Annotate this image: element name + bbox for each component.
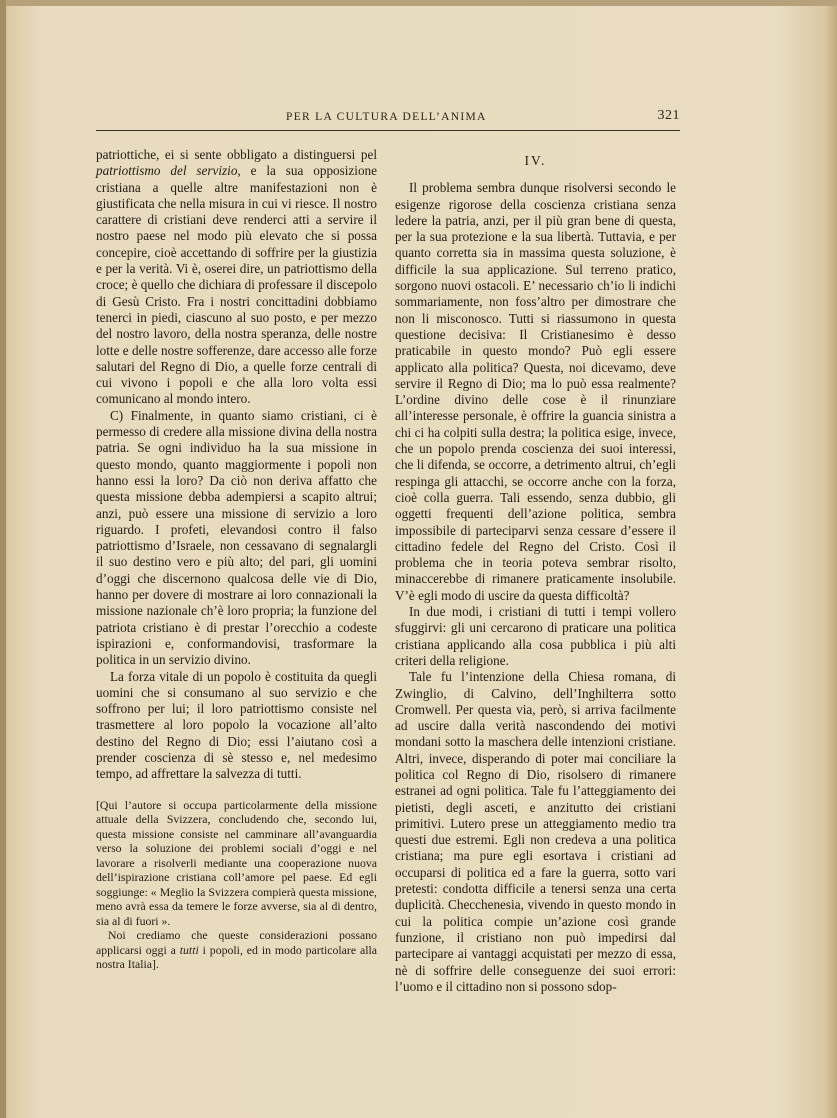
text-run: , e la sua opposizione cristiana a quelle altre manifestazioni non è giustificata che nella misura in cui vi riesce. Il nostro carattere di cristiani deve renderci atti a servire il nostro paese nel modo più elevato che si possa concepire, cioè accettando di soffrire per la giustizia e per la verità. Vi è, oserei dire, un patriottismo della croce; è quello che dichiara di professare il discepolo di Gesù Cristo. Fra i nostri concittadini dobbiamo tenerci in piedi, ciascuno al suo posto, e per mezzo del nostro lavoro, della nostra speranza, delle nostre lotte e delle nostre sofferenze, dare accesso alle forze salutari del Regno di Dio, a quelle forze centrali di cui vivono i popoli e che alla loro volta essi comunicano al mondo intero. — [96, 163, 377, 407]
paragraph: La forza vitale di un popolo è costituita da quegli uomini che si consumano al suo servizio e che soffrono per lui; il loro patriottismo consiste nel trasmettere al loro popolo la vocazione all’alto destino del Regno di Dio; essi l’aiutano così a prender coscienza di sè stesso e, nel medesimo tempo, ad affrettare la salvezza di tutti. — [96, 668, 377, 782]
right-column — [395, 147, 676, 995]
paragraph: In due modi, i cristiani di tutti i tempi vollero sfuggirvi: gli uni cercarono di praticare una politica cristiana applicando alla cosa pubblica i più alti criteri della religione. — [395, 604, 676, 668]
header-rule — [96, 130, 680, 131]
italic-phrase: tutti — [179, 942, 199, 957]
text-run: patriottiche, ei si sente obbligato a distinguersi pel — [96, 147, 377, 162]
paragraph: C) Finalmente, in quanto siamo cristiani, ci è permesso di credere alla missione divina della nostra patria. Se ogni individuo ha la sua missione in questo mondo, quanto maggiormente i popoli non hanno essi la loro? Da ciò non deriva affatto che questa missione debba adempiersi a scapito altrui; anzi, può essere una missione di servizio a loro riguardo. I profeti, elevandosi contro il falso patriottismo d’Israele, non cessavano di segnalargli il suo destino vero e più alto; del pari, gli uomini d’oggi che discernono qualcosa delle vie di Dio, hanno per dovere di mostrare ai loro connazionali la missione nazionale ch’è loro propria; la funzione del patriota cristiano è di prestar l’orecchio a codeste ispirazioni e, conformandovisi, trasformare la politica in un servizio divino. — [96, 407, 377, 668]
paragraph: Il problema sembra dunque risolversi secondo le esigenze rigorose della coscienza cristiana senza ledere la patria, anzi, per il più gran bene di questa, per la sua protezione e la sua libertà. Tuttavia, e per quanto corretta sia in massima questa soluzione, è difficile la sua applicazione. Sul terreno pratico, sorgono nuovi ostacoli. E’ necessario ch’io li indichi sommariamente, non foss’altro per dimostrare che non li misconosco. Tutti si riassumono in questa questione decisiva: Il Cristianesimo è desso praticabile in questo mondo? Può egli essere applicato alla politica? Questa, noi dicevamo, deve servire il Regno di Dio; ma lo può essa realmente? L’ordine divino delle cose è il rinunziare all’interesse personale, è offrire la guancia sinistra a chi ci ha colpiti sulla destra; la politica esige, invece, che un popolo prenda coscienza dei suoi interessi, che li difenda, se occorre, a detrimento altrui, ch’egli respinga gli attacchi, se occorre anche con la forza, cioè colla guerra. Tali essendo, senza dubbio, gli oggetti frequenti dell’azione politica, sembra impossibile di parteciparvi senza cessare d’essere il cittadino fedele del Regno del Cristo. Così il problema che in teoria poteva sembrar risolto, minaccerebbe di rimanere praticamente insolubile. V’è egli modo di uscire da questa difficoltà? — [395, 180, 676, 603]
page-gutter-edge — [0, 0, 6, 1118]
section-heading: IV. — [524, 153, 547, 168]
running-title: PER LA CULTURA DELL’ANIMA — [286, 111, 487, 123]
page-header — [96, 108, 680, 128]
paragraph — [96, 147, 377, 408]
left-column — [96, 147, 377, 972]
paragraph: Tale fu l’intenzione della Chiesa romana, di Zwinglio, di Calvino, dell’Inghilterra sotto Cromwell. Per questa via, però, si arriva facilmente ad uscire dalla verità nascondendo dei motivi mondani sotto la maschera delle intenzioni cristiane. Altri, invece, disperando di poter mai conciliare la politica col Regno di Dio, risolsero di rimanere estranei ad ogni politica. Tale fu l’atteggiamento dei pietisti, degli asceti, e anzitutto dei cristiani primitivi. Lutero prese un atteggiamento medio tra questi due estremi. Egli non credeva a una politica cristiana; ma pure egli esortava i cristiani ad occuparsi di politica ed a fare la guerra, sotto vari pretesti: condotta difficile a tenersi senza una certa duplicità. Checchenesia, vivendo in questo mondo in cui la politica compie un’azione così grande funzione, il cristiano non può impedirsi dal partecipare ai vantaggi acquistati per mezzo di essa, nè di soffrire delle conseguenze dei suoi errori: l’uomo e il cittadino non si possono sdop- — [395, 669, 676, 994]
text-run: Noi crediamo che queste considerazioni possano applicarsi oggi a — [96, 928, 377, 957]
text-run: i popoli, ed in modo particolare alla nostra Italia]. — [96, 942, 377, 972]
page-top-edge — [0, 0, 837, 6]
note-paragraph — [96, 928, 377, 972]
editor-note — [96, 798, 377, 972]
italic-phrase: patriottismo del servizio — [96, 163, 238, 179]
note-paragraph: [Qui l’autore si occupa particolarmente della missione attuale della Svizzera, concludendo che, secondo lui, questa missione consiste nel camminare all’avanguardia verso la soluzione dei problemi sociali d’oggi e nel lavorare a risolverli mediante una cooperazione nuova dell’ispirazione cristiana coll’amore pel paese. Ed egli soggiunge: « Meglio la Svizzera compierà questa missione, meno avrà essa da temere le forze avverse, sia al di dentro, sia al di fuori ». — [96, 797, 377, 928]
page-number: 321 — [657, 108, 680, 123]
